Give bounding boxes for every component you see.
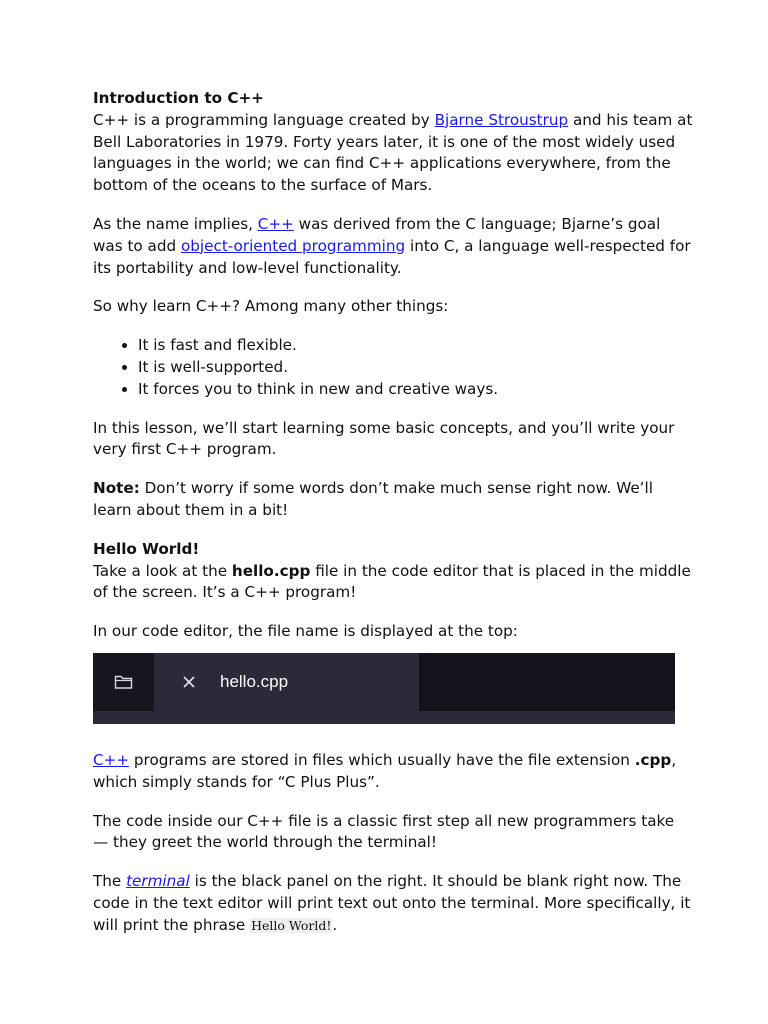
- hello-heading: Hello World!: [93, 539, 200, 558]
- close-icon[interactable]: [180, 673, 198, 691]
- why-learn-paragraph: So why learn C++? Among many other things:: [93, 297, 449, 316]
- list-item: • It is fast and flexible.: [138, 335, 693, 357]
- intro-paragraph: Introduction to C++ C++ is a programming language created by Bjarne Stroustrup and his team at Bell Laboratories in 1979. Forty years later, it is one of the most widely used languages in the world; we can find C++ applications everywhere, from the bottom of the oceans to the surface of Mars.: [93, 89, 693, 195]
- filename-bold: hello.cpp: [231, 561, 311, 580]
- folder-icon[interactable]: [93, 653, 154, 711]
- terminal-link[interactable]: terminal: [126, 872, 190, 891]
- hello-world-code: Hello World!: [251, 917, 332, 933]
- code-editor-header-image: [93, 653, 675, 724]
- list-item: • It is well-supported.: [138, 357, 693, 379]
- document-body: [93, 88, 693, 954]
- lesson-paragraph: In this lesson, we’ll start learning some basic concepts, and you’ll write your very first C++ program.: [93, 418, 675, 459]
- editor-filename: hello.cpp: [220, 672, 289, 692]
- cpp-link[interactable]: C++: [93, 750, 130, 769]
- extension-bold: .cpp: [634, 750, 672, 769]
- name-paragraph: As the name implies, C++ was derived from the C language; Bjarne’s goal was to add object-oriented programming into C, a language well-respected for its portability and low-level functionality.: [93, 214, 691, 277]
- reasons-list: [93, 335, 693, 400]
- terminal-paragraph: The terminal is the black panel on the right. It should be blank right now. The code in the text editor will print text out onto the terminal. More specifically, it will print the phrase Hello World!.: [93, 872, 691, 934]
- list-item: • It forces you to think in new and creative ways.: [138, 379, 693, 401]
- greeting-paragraph: The code inside our C++ file is a classic first step all new programmers take — they greet the world through the terminal!: [93, 811, 675, 852]
- extension-paragraph: C++ programs are stored in files which usually have the file extension .cpp, which simply stands for “C Plus Plus”.: [93, 750, 677, 791]
- intro-heading: Introduction to C++: [93, 89, 264, 107]
- hello-paragraph: Hello World! Take a look at the hello.cpp file in the code editor that is placed in the middle of the screen. It’s a C++ program!: [93, 539, 693, 604]
- bjarne-stroustrup-link[interactable]: Bjarne Stroustrup: [434, 110, 569, 129]
- file-tab[interactable]: [154, 653, 419, 711]
- cpp-link[interactable]: C++: [257, 214, 294, 233]
- editor-intro-paragraph: In our code editor, the file name is displayed at the top:: [93, 622, 518, 641]
- note-paragraph: Note: Don’t worry if some words don’t make much sense right now. We’ll learn about them in a bit!: [93, 479, 653, 519]
- note-label: Note:: [93, 479, 140, 498]
- oop-link[interactable]: object-oriented programming: [180, 236, 406, 255]
